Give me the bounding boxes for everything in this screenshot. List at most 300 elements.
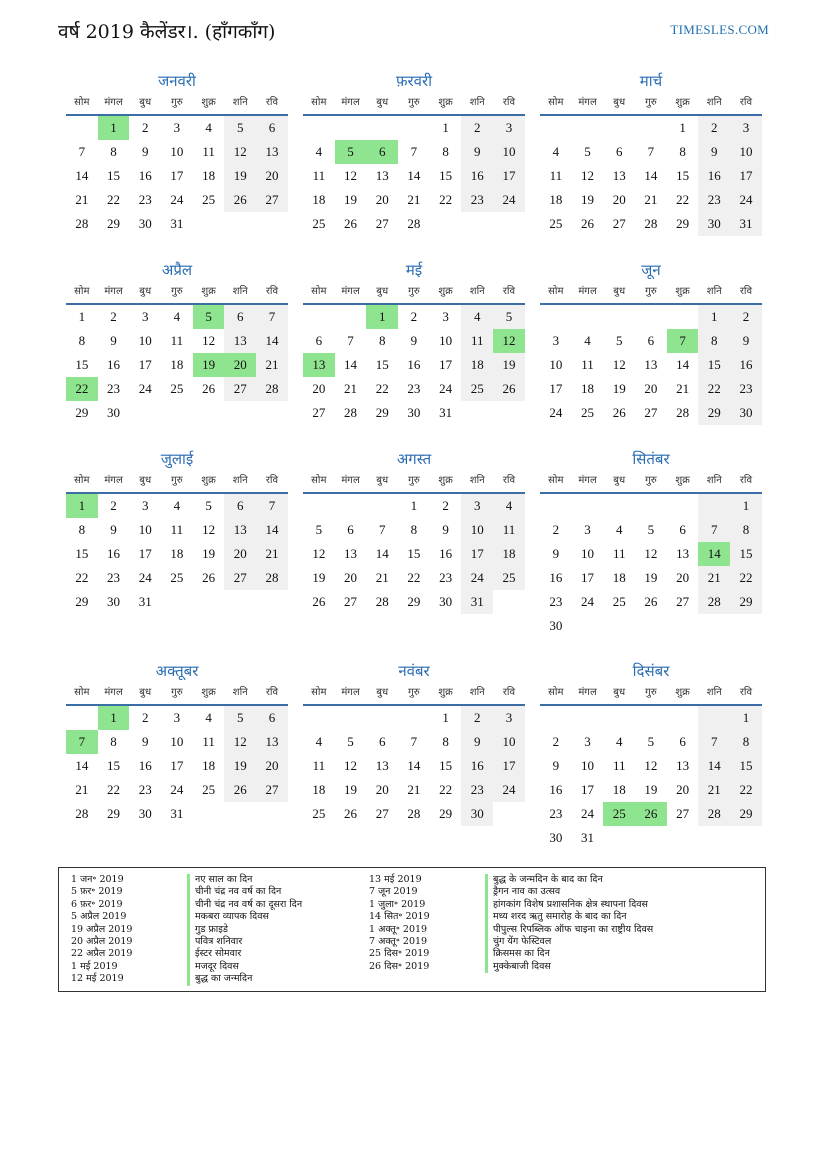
day-cell: 28 [644, 216, 658, 231]
day-cell: 17 [138, 546, 152, 561]
day-cell: 21 [256, 542, 288, 566]
day-cell: 16 [461, 164, 493, 188]
day-cell: 18 [170, 546, 184, 561]
day-cell: 25 [549, 216, 563, 231]
day-cell: 30 [439, 594, 453, 609]
day-cell: 27 [612, 216, 626, 231]
day-cell: 7 [78, 144, 86, 159]
day-cell: 21 [75, 192, 89, 207]
day-cell: 17 [730, 164, 762, 188]
day-cell: 19 [312, 570, 326, 585]
day-cell: 28 [676, 405, 690, 420]
day-cell: 16 [439, 546, 453, 561]
day-cell: 28 [407, 216, 421, 231]
weekday-label: गुरु [645, 97, 657, 108]
holiday-row [59, 899, 369, 911]
day-cell: 14 [698, 754, 730, 778]
day-cell: 8 [698, 329, 730, 353]
weekday-label: सोम [548, 286, 564, 297]
day-cell: 6 [224, 494, 256, 518]
weekday-label: बुध [139, 97, 152, 108]
weekday-label: शुक्र [438, 475, 453, 486]
day-cell: 2 [461, 116, 493, 140]
day-cell: 29 [107, 806, 121, 821]
day-cell: 7 [256, 305, 288, 329]
day-grid [303, 116, 525, 236]
day-cell: 16 [107, 357, 121, 372]
holiday-day-cell: 1 [66, 494, 98, 518]
day-cell: 30 [138, 806, 152, 821]
weekday-label: शनि [232, 687, 248, 698]
day-cell: 1 [679, 120, 686, 135]
day-cell: 21 [75, 782, 89, 797]
day-cell: 16 [730, 353, 762, 377]
day-cell: 23 [107, 381, 121, 396]
day-cell: 10 [138, 522, 152, 537]
day-cell: 12 [224, 140, 256, 164]
day-cell: 7 [698, 730, 730, 754]
day-cell: 10 [493, 140, 525, 164]
day-cell: 6 [647, 333, 655, 348]
holiday-column-left [59, 874, 369, 986]
weekday-label: रवि [265, 475, 279, 486]
holiday-name: मुक्केबाजी दिवस [485, 961, 551, 973]
day-grid [66, 706, 288, 826]
day-cell: 16 [461, 754, 493, 778]
day-cell: 14 [256, 518, 288, 542]
day-cell: 6 [378, 734, 386, 749]
day-cell: 1 [730, 494, 762, 518]
day-cell: 1 [442, 710, 449, 725]
weekday-label: सोम [311, 687, 327, 698]
day-cell: 29 [375, 405, 389, 420]
weekday-label: गुरु [171, 97, 183, 108]
holiday-day-cell: 12 [493, 329, 525, 353]
day-cell: 27 [256, 778, 288, 802]
day-cell: 29 [676, 216, 690, 231]
day-cell: 15 [375, 357, 389, 372]
weekday-label: बुध [613, 687, 626, 698]
day-cell: 15 [730, 542, 762, 566]
day-cell: 10 [170, 144, 184, 159]
weekday-label: रवि [265, 687, 279, 698]
day-cell: 5 [315, 522, 323, 537]
weekday-label: शनि [706, 475, 722, 486]
page-title: वर्ष 2019 कैलेंडर।. (हॉंगकॉंग) [58, 21, 276, 43]
weekday-label: गुरु [645, 286, 657, 297]
day-cell: 18 [612, 570, 626, 585]
day-cell: 8 [110, 734, 117, 749]
day-cell: 30 [107, 594, 121, 609]
day-cell: 9 [552, 546, 560, 561]
weekday-label: रवि [739, 97, 753, 108]
weekday-header [303, 281, 525, 305]
day-cell: 29 [730, 590, 762, 614]
weekday-label: शुक्र [438, 286, 453, 297]
day-cell: 21 [256, 353, 288, 377]
holiday-name: चुंग येंग फेस्टिवल [485, 936, 551, 948]
holiday-row [357, 924, 757, 936]
day-cell: 27 [224, 377, 256, 401]
day-cell: 28 [256, 377, 288, 401]
weekday-label: शनि [232, 475, 248, 486]
day-cell: 24 [439, 381, 453, 396]
day-cell: 30 [549, 830, 563, 845]
weekday-label: बुध [376, 97, 389, 108]
day-cell: 2 [141, 710, 149, 725]
empty-cell [572, 494, 604, 518]
day-cell: 22 [730, 778, 762, 802]
weekday-label: मंगल [578, 475, 597, 486]
holiday-column-right [357, 874, 757, 973]
weekday-label: शनि [469, 475, 485, 486]
weekday-label: बुध [139, 687, 152, 698]
month-title: अक्तूबर [155, 662, 199, 680]
day-cell: 6 [679, 522, 686, 537]
empty-cell [366, 494, 398, 518]
day-cell: 30 [698, 212, 730, 236]
day-cell: 18 [312, 782, 326, 797]
day-cell: 12 [644, 546, 658, 561]
day-cell: 15 [107, 168, 121, 183]
day-cell: 17 [493, 164, 525, 188]
day-cell: 14 [407, 758, 421, 773]
day-cell: 24 [581, 594, 595, 609]
holiday-date: 1 जन॰ 2019 [71, 874, 124, 885]
holiday-day-cell: 25 [603, 802, 635, 826]
day-cell: 3 [173, 120, 181, 135]
holiday-row [59, 886, 369, 898]
day-cell: 12 [344, 758, 358, 773]
empty-cell [635, 706, 667, 730]
month-calendar [540, 448, 762, 638]
day-cell: 28 [698, 802, 730, 826]
weekday-label: शुक्र [675, 97, 690, 108]
day-cell: 12 [202, 333, 216, 348]
day-cell: 18 [202, 168, 216, 183]
month-calendar [66, 259, 288, 425]
month-calendar [66, 70, 288, 236]
empty-cell [603, 305, 635, 329]
day-cell: 27 [375, 216, 389, 231]
empty-cell [335, 706, 367, 730]
weekday-label: सोम [548, 97, 564, 108]
month-title: अगस्त [396, 450, 432, 468]
weekday-label: बुध [376, 286, 389, 297]
weekday-label: सोम [74, 97, 90, 108]
holiday-name: क्रिसमस का दिन [485, 948, 550, 960]
day-cell: 1 [410, 498, 418, 513]
day-cell: 5 [493, 305, 525, 329]
day-cell: 12 [644, 758, 658, 773]
day-cell: 14 [375, 546, 389, 561]
holiday-name: ड्रैगन नाव का उत्सव [485, 886, 560, 898]
day-cell: 20 [676, 570, 690, 585]
day-cell: 25 [612, 594, 626, 609]
day-cell: 24 [549, 405, 563, 420]
day-cell: 20 [612, 192, 626, 207]
day-cell: 10 [170, 734, 184, 749]
day-cell: 22 [75, 570, 89, 585]
day-cell: 30 [549, 618, 563, 633]
day-cell: 29 [439, 806, 453, 821]
month-title: मई [405, 261, 423, 279]
day-cell: 16 [138, 758, 152, 773]
day-cell: 15 [407, 546, 421, 561]
day-cell: 17 [170, 168, 184, 183]
empty-cell [303, 494, 335, 518]
day-cell: 27 [644, 405, 658, 420]
day-grid [540, 305, 762, 425]
weekday-label: शुक्र [675, 475, 690, 486]
day-cell: 21 [407, 782, 421, 797]
day-cell: 30 [461, 802, 493, 826]
site-link[interactable]: TIMESLES.COM [670, 22, 769, 37]
weekday-label: मंगल [578, 687, 597, 698]
holiday-name: हांगकांग विशेष प्रशासनिक क्षेत्र स्थापना दिवस [485, 899, 648, 911]
day-cell: 18 [549, 192, 563, 207]
day-cell: 8 [442, 734, 449, 749]
empty-cell [398, 706, 430, 730]
day-cell: 29 [730, 802, 762, 826]
day-cell: 15 [107, 758, 121, 773]
day-cell: 22 [439, 192, 453, 207]
holiday-row [59, 948, 369, 960]
holiday-date: 12 मई 2019 [71, 973, 124, 985]
day-cell: 19 [644, 782, 658, 797]
day-cell: 10 [730, 140, 762, 164]
weekday-label: सोम [548, 687, 564, 698]
day-cell: 23 [461, 778, 493, 802]
weekday-label: गुरु [171, 687, 183, 698]
weekday-label: मंगल [578, 286, 597, 297]
month-title: जुलाई [160, 450, 194, 468]
holiday-row [59, 973, 369, 985]
day-cell: 25 [170, 570, 184, 585]
day-cell: 10 [138, 333, 152, 348]
day-cell: 4 [584, 333, 591, 348]
day-cell: 5 [647, 522, 655, 537]
day-cell: 7 [410, 144, 418, 159]
weekday-label: शुक्र [675, 687, 690, 698]
day-cell: 23 [407, 381, 421, 396]
empty-cell [398, 116, 430, 140]
day-cell: 10 [581, 546, 595, 561]
weekday-label: रवि [502, 286, 516, 297]
day-cell: 28 [344, 405, 358, 420]
day-grid [66, 305, 288, 425]
day-cell: 31 [170, 216, 184, 231]
weekday-label: गुरु [408, 286, 420, 297]
holiday-date: 7 जून 2019 [369, 886, 418, 898]
empty-cell [303, 706, 335, 730]
day-cell: 26 [202, 570, 216, 585]
day-cell: 26 [493, 377, 525, 401]
day-cell: 21 [676, 381, 690, 396]
day-cell: 21 [407, 192, 421, 207]
day-cell: 19 [612, 381, 626, 396]
empty-cell [635, 494, 667, 518]
month-calendar [66, 660, 288, 826]
day-cell: 10 [439, 333, 453, 348]
empty-cell [667, 305, 699, 329]
weekday-label: बुध [376, 475, 389, 486]
day-cell: 23 [138, 192, 152, 207]
holiday-day-cell: 26 [635, 802, 667, 826]
day-cell: 9 [461, 140, 493, 164]
empty-cell [366, 706, 398, 730]
day-cell: 12 [612, 357, 626, 372]
day-cell: 23 [549, 806, 563, 821]
day-cell: 13 [256, 140, 288, 164]
weekday-label: रवि [265, 97, 279, 108]
day-cell: 16 [549, 570, 563, 585]
day-cell: 3 [493, 116, 525, 140]
weekday-label: गुरु [171, 286, 183, 297]
day-cell: 21 [698, 778, 730, 802]
day-cell: 14 [256, 329, 288, 353]
day-cell: 11 [549, 168, 563, 183]
weekday-label: बुध [139, 475, 152, 486]
holiday-day-cell: 7 [66, 730, 98, 754]
empty-cell [540, 494, 572, 518]
day-cell: 1 [442, 120, 449, 135]
day-cell: 15 [75, 357, 89, 372]
holiday-date: 19 अप्रैल 2019 [71, 923, 133, 935]
empty-cell [635, 305, 667, 329]
day-cell: 27 [312, 405, 326, 420]
empty-cell [603, 494, 635, 518]
empty-cell [540, 305, 572, 329]
weekday-label: शुक्र [201, 286, 216, 297]
day-cell: 3 [493, 706, 525, 730]
weekday-label: बुध [376, 687, 389, 698]
holiday-day-cell: 5 [193, 305, 225, 329]
holiday-date: 20 अप्रैल 2019 [71, 935, 133, 947]
day-cell: 24 [138, 381, 152, 396]
day-cell: 4 [315, 734, 323, 749]
day-cell: 15 [439, 758, 453, 773]
holiday-day-cell: 6 [366, 140, 398, 164]
day-cell: 31 [461, 590, 493, 614]
weekday-label: मंगल [341, 97, 360, 108]
holiday-row [357, 911, 757, 923]
day-cell: 13 [224, 518, 256, 542]
month-title: मार्च [639, 72, 663, 90]
day-cell: 20 [312, 381, 326, 396]
holiday-day-cell: 1 [98, 706, 130, 730]
holiday-day-cell: 5 [335, 140, 367, 164]
day-cell: 4 [461, 305, 493, 329]
day-cell: 20 [375, 782, 389, 797]
day-cell: 17 [170, 758, 184, 773]
day-cell: 3 [730, 116, 762, 140]
weekday-label: रवि [739, 475, 753, 486]
month-title: जनवरी [158, 72, 196, 90]
weekday-label: गुरु [645, 687, 657, 698]
weekday-label: शुक्र [201, 475, 216, 486]
day-cell: 27 [224, 566, 256, 590]
day-cell: 13 [375, 758, 389, 773]
day-cell: 6 [615, 144, 623, 159]
weekday-label: रवि [739, 286, 753, 297]
day-cell: 26 [581, 216, 595, 231]
day-cell: 18 [461, 353, 493, 377]
weekday-label: सोम [74, 687, 90, 698]
holiday-row [59, 961, 369, 973]
day-cell: 28 [375, 594, 389, 609]
day-cell: 8 [679, 144, 686, 159]
weekday-label: गुरु [645, 475, 657, 486]
holiday-name: ईस्टर सोमवार [187, 948, 241, 960]
day-cell: 5 [584, 144, 591, 159]
holiday-row [357, 899, 757, 911]
day-cell: 21 [698, 566, 730, 590]
weekday-header [66, 92, 288, 116]
day-cell: 11 [612, 758, 626, 773]
day-cell: 25 [312, 806, 326, 821]
day-cell: 2 [110, 309, 117, 324]
day-cell: 23 [439, 570, 453, 585]
day-cell: 20 [256, 754, 288, 778]
day-cell: 4 [615, 522, 623, 537]
day-grid [540, 116, 762, 236]
empty-cell [66, 116, 98, 140]
day-cell: 15 [676, 168, 690, 183]
day-cell: 4 [615, 734, 623, 749]
day-cell: 22 [439, 782, 453, 797]
day-cell: 16 [138, 168, 152, 183]
month-calendar [540, 70, 762, 236]
month-title: नवंबर [398, 662, 430, 680]
day-cell: 30 [138, 216, 152, 231]
day-cell: 31 [581, 830, 595, 845]
weekday-label: रवि [502, 687, 516, 698]
month-calendar [540, 259, 762, 425]
day-cell: 4 [552, 144, 560, 159]
day-cell: 11 [202, 734, 215, 749]
day-cell: 1 [698, 305, 730, 329]
day-cell: 4 [205, 710, 212, 725]
day-cell: 24 [730, 188, 762, 212]
day-cell: 3 [141, 498, 149, 513]
day-cell: 24 [461, 566, 493, 590]
day-cell: 26 [224, 778, 256, 802]
day-cell: 13 [676, 758, 690, 773]
day-cell: 6 [315, 333, 323, 348]
holiday-name: बुद्ध का जन्मदिन [187, 973, 252, 985]
month-title: सितंबर [632, 450, 670, 468]
day-cell: 24 [170, 782, 184, 797]
day-cell: 2 [552, 734, 560, 749]
day-cell: 25 [312, 216, 326, 231]
weekday-header [540, 470, 762, 494]
day-cell: 24 [581, 806, 595, 821]
day-cell: 14 [407, 168, 421, 183]
weekday-label: सोम [311, 286, 327, 297]
day-cell: 10 [581, 758, 595, 773]
day-cell: 18 [612, 782, 626, 797]
weekday-label: शनि [706, 97, 722, 108]
month-calendar [540, 660, 762, 850]
day-cell: 28 [75, 216, 89, 231]
day-grid [66, 116, 288, 236]
holiday-date: 5 फ़र॰ 2019 [71, 886, 123, 898]
day-cell: 27 [256, 188, 288, 212]
day-cell: 18 [312, 192, 326, 207]
empty-cell [572, 305, 604, 329]
day-cell: 8 [442, 144, 449, 159]
